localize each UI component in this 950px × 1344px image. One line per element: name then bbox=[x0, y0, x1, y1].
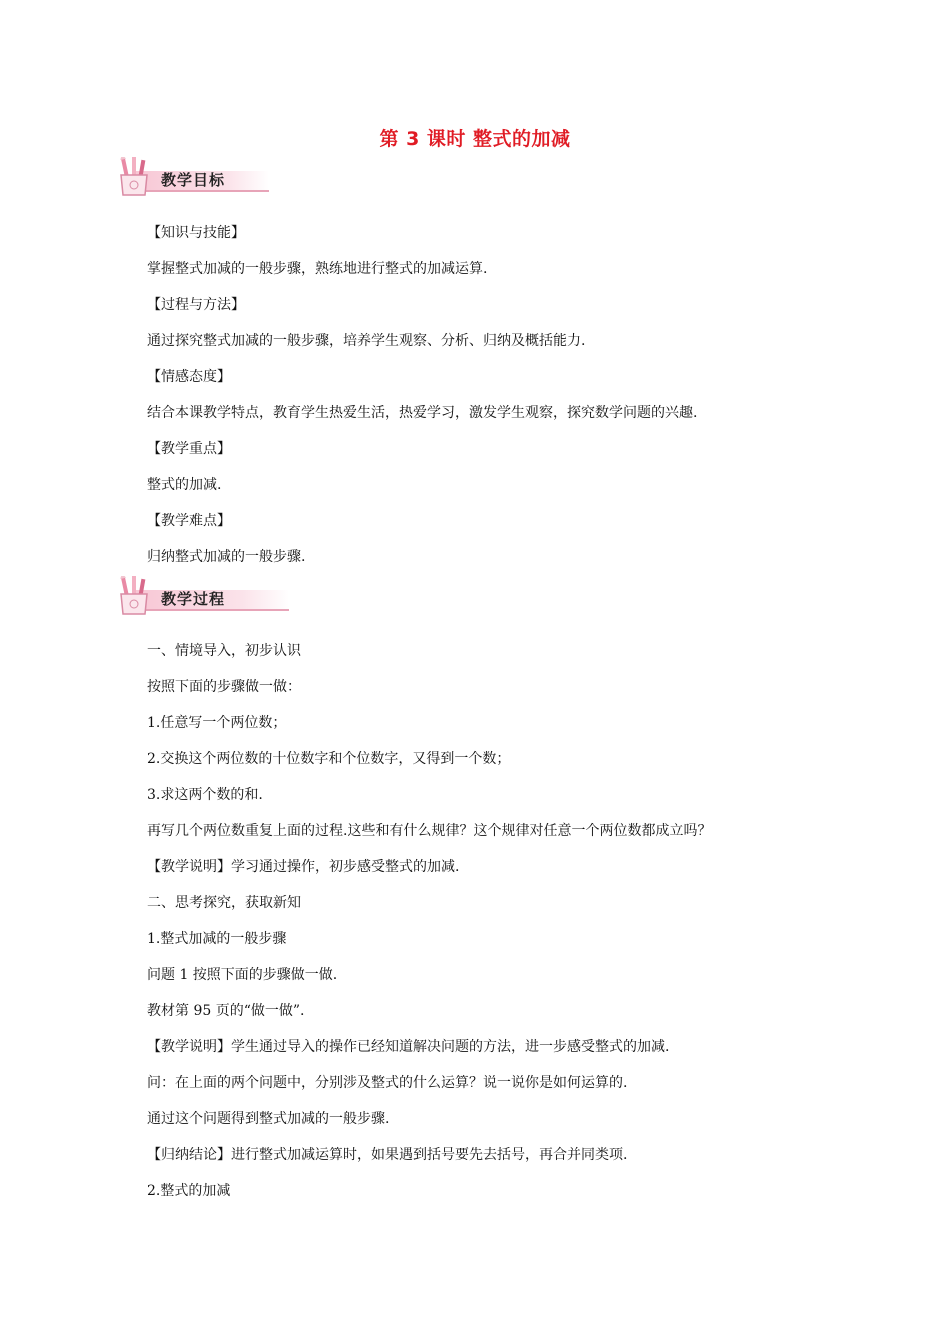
process-step: 3.求这两个数的和. bbox=[147, 787, 263, 803]
process-subheading: 2.整式的加减 bbox=[147, 1183, 231, 1199]
process-text: 按照下面的步骤做一做： bbox=[147, 679, 301, 695]
section-banner-process bbox=[113, 576, 293, 616]
section-title-process: 教学过程 bbox=[161, 590, 226, 608]
process-step: 1.任意写一个两位数； bbox=[147, 715, 287, 731]
process-step: 2.交换这个两位数的十位数字和个位数字，又得到一个数； bbox=[147, 751, 511, 767]
process-text: 问题 1 按照下面的步骤做一做. bbox=[147, 967, 338, 983]
objective-heading-knowledge: 【知识与技能】 bbox=[147, 225, 245, 241]
page-title: 第 3 课时 整式的加减 bbox=[379, 128, 571, 150]
objective-heading-process: 【过程与方法】 bbox=[147, 297, 245, 313]
objective-text: 掌握整式加减的一般步骤，熟练地进行整式的加减运算. bbox=[147, 261, 488, 277]
objective-text: 结合本课教学特点，教育学生热爱生活，热爱学习，激发学生观察，探究数学问题的兴趣. bbox=[147, 405, 698, 421]
process-heading: 二、思考探究，获取新知 bbox=[147, 895, 301, 911]
process-heading: 一、情境导入，初步认识 bbox=[147, 643, 301, 659]
section-title-objectives: 教学目标 bbox=[161, 171, 226, 189]
objective-heading-focus: 【教学重点】 bbox=[147, 441, 231, 457]
process-text: 再写几个两位数重复上面的过程.这些和有什么规律？这个规律对任意一个两位数都成立吗？ bbox=[147, 823, 712, 839]
process-text: 通过这个问题得到整式加减的一般步骤. bbox=[147, 1111, 390, 1127]
objective-text: 通过探究整式加减的一般步骤，培养学生观察、分析、归纳及概括能力. bbox=[147, 333, 586, 349]
pencil-cup-icon bbox=[117, 576, 153, 616]
conclusion-note: 【归纳结论】进行整式加减运算时，如果遇到括号要先去括号，再合并同类项. bbox=[147, 1147, 628, 1163]
objective-text: 整式的加减. bbox=[147, 477, 222, 493]
section-banner-objectives bbox=[113, 157, 293, 197]
teaching-note: 【教学说明】学习通过操作，初步感受整式的加减. bbox=[147, 859, 460, 875]
objective-heading-attitude: 【情感态度】 bbox=[147, 369, 231, 385]
pencil-cup-icon bbox=[117, 157, 153, 197]
process-text: 教材第 95 页的“做一做”. bbox=[147, 1003, 305, 1019]
process-text: 问：在上面的两个问题中，分别涉及整式的什么运算？说一说你是如何运算的. bbox=[147, 1075, 628, 1091]
objective-text: 归纳整式加减的一般步骤. bbox=[147, 549, 306, 565]
process-subheading: 1.整式加减的一般步骤 bbox=[147, 931, 287, 947]
teaching-note: 【教学说明】学生通过导入的操作已经知道解决问题的方法，进一步感受整式的加减. bbox=[147, 1039, 670, 1055]
objective-heading-difficulty: 【教学难点】 bbox=[147, 513, 231, 529]
